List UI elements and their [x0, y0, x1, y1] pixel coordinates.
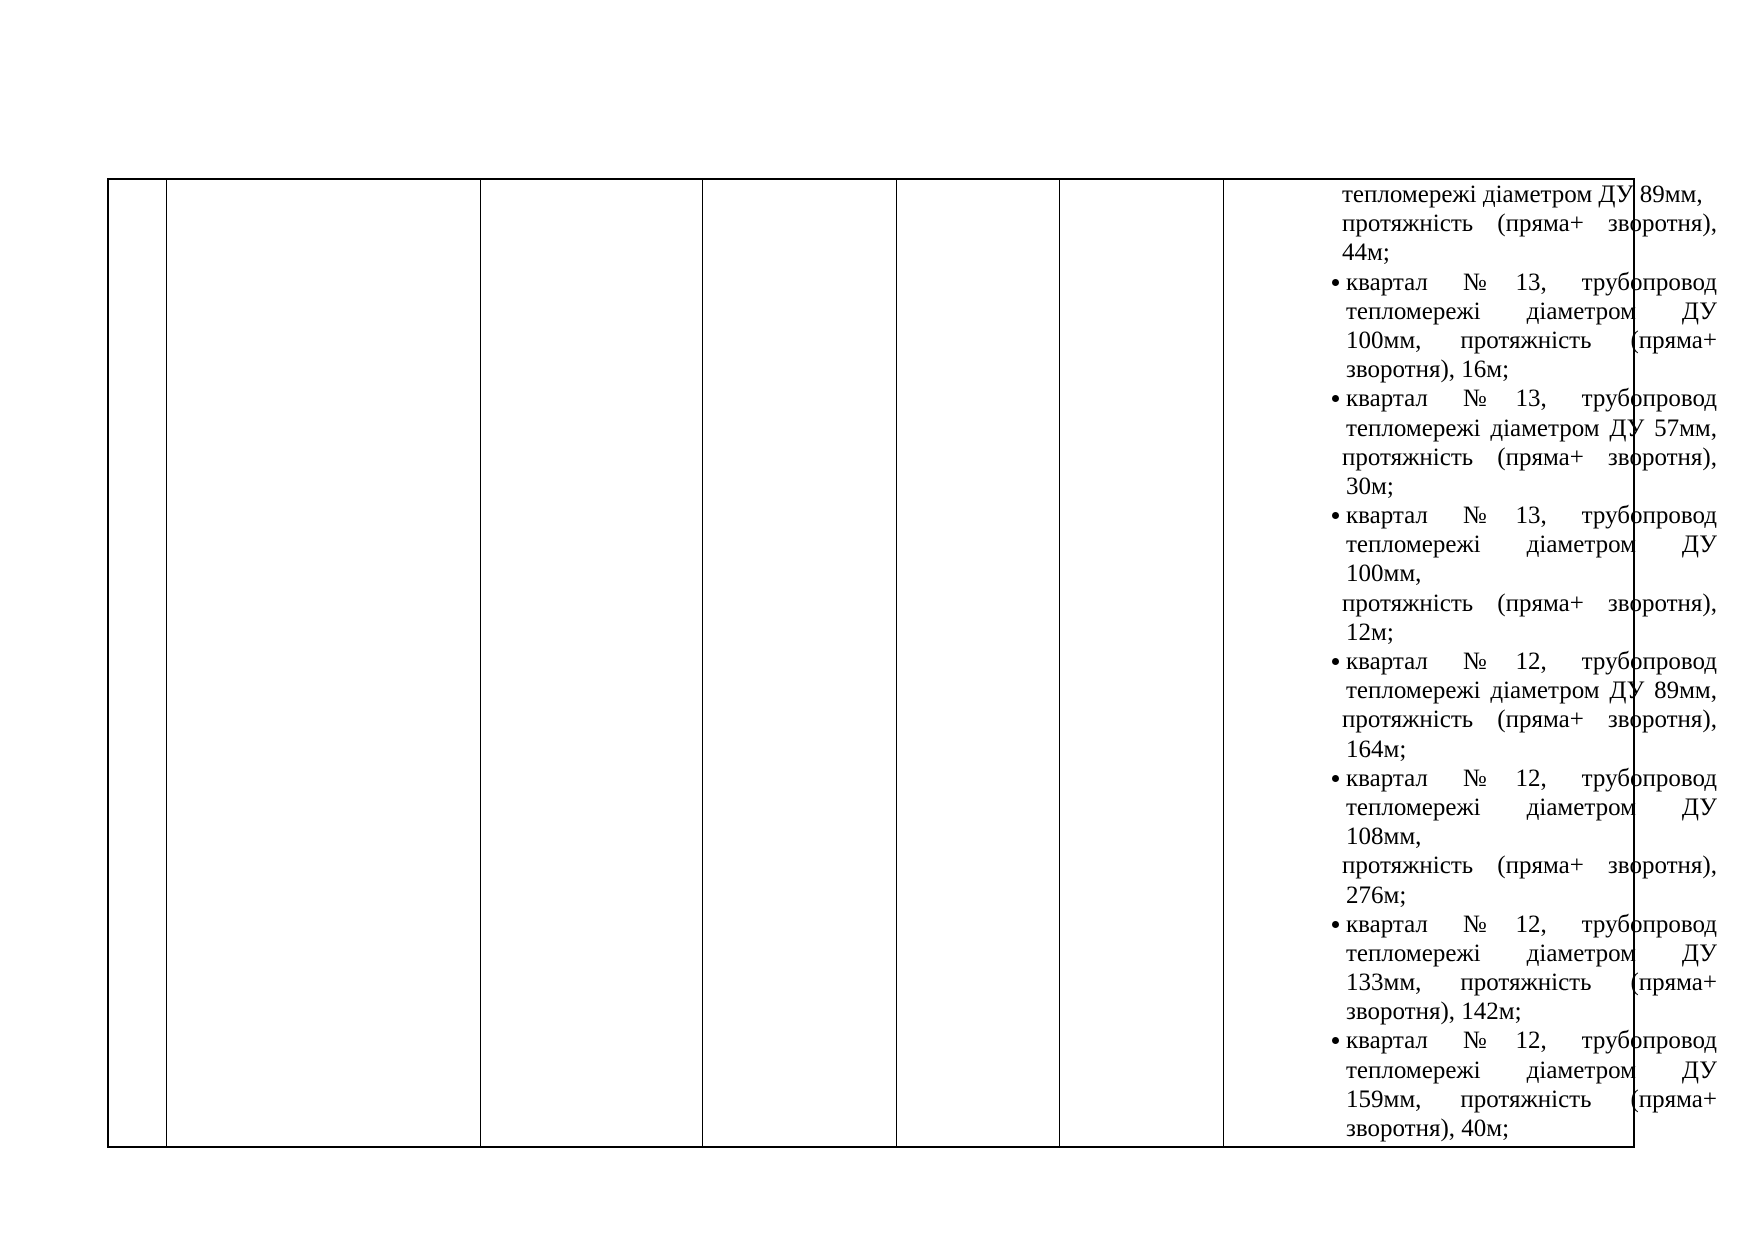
- bullet-icon: [1332, 512, 1339, 519]
- bullet-icon: [1332, 775, 1339, 782]
- column-divider: [896, 180, 897, 1146]
- bullet-icon: [1332, 1037, 1339, 1044]
- pipeline-list-cell: [1331, 180, 1717, 1143]
- list-item: [1331, 1026, 1717, 1143]
- column-divider: [480, 180, 481, 1146]
- column-divider: [166, 180, 167, 1146]
- text-line: квартал №12, трубопровод: [1331, 1026, 1717, 1055]
- list-item: [1331, 268, 1717, 385]
- text-line: 133мм, протяжність (пряма+: [1346, 969, 1717, 997]
- text-line: 100мм, протяжність (пряма+: [1346, 326, 1717, 354]
- text-line: тепломережі діаметром ДУ 89мм,: [1346, 677, 1717, 705]
- text-line: квартал №13, трубопровод: [1331, 268, 1717, 297]
- text-line: зворотня), 16м;: [1346, 356, 1510, 384]
- text-line: протяжність (пряма+ зворотня),: [1342, 210, 1717, 238]
- column-divider: [1059, 180, 1060, 1146]
- document-table: [107, 178, 1717, 1148]
- text-line: протяжність (пряма+ зворотня),: [1342, 589, 1717, 617]
- text-line: протяжність (пряма+ зворотня),: [1342, 443, 1717, 471]
- text-line: тепломережі діаметром ДУ: [1346, 1056, 1717, 1084]
- text-line: 108мм,: [1346, 823, 1422, 851]
- text-line: тепломережі діаметром ДУ: [1346, 793, 1717, 821]
- text-line: квартал №12, трубопровод: [1331, 764, 1717, 793]
- bullet-icon: [1332, 395, 1339, 402]
- text-line: зворотня), 142м;: [1346, 998, 1522, 1026]
- text-line: 100мм,: [1346, 560, 1422, 588]
- bullet-icon: [1332, 279, 1339, 286]
- text-line: зворотня), 40м;: [1346, 1115, 1510, 1142]
- text-line: 44м;: [1342, 239, 1390, 267]
- list-item: [1331, 501, 1717, 647]
- text-line: тепломережі діаметром ДУ: [1346, 939, 1717, 967]
- text-line: тепломережі діаметром ДУ: [1346, 297, 1717, 325]
- bullet-icon: [1332, 921, 1339, 928]
- text-line: квартал №13, трубопровод: [1331, 501, 1717, 530]
- bullet-icon: [1332, 658, 1339, 665]
- text-line: квартал №13, трубопровод: [1331, 384, 1717, 413]
- text-line: тепломережі діаметром ДУ 89мм,: [1342, 181, 1703, 208]
- text-line: 30м;: [1346, 472, 1394, 500]
- text-line: протяжність (пряма+ зворотня),: [1342, 852, 1717, 880]
- pipeline-items-list: [1331, 268, 1717, 1144]
- text-line: квартал №12, трубопровод: [1331, 910, 1717, 939]
- list-item: [1331, 647, 1717, 764]
- text-line: 276м;: [1346, 881, 1407, 909]
- text-line: тепломережі діаметром ДУ 57мм,: [1346, 414, 1717, 442]
- text-line: 12м;: [1346, 618, 1394, 646]
- text-line: 164м;: [1346, 735, 1407, 763]
- list-item: [1331, 910, 1717, 1027]
- list-item: [1331, 384, 1717, 501]
- text-line: протяжність (пряма+ зворотня),: [1342, 706, 1717, 734]
- column-divider: [702, 180, 703, 1146]
- column-divider: [1223, 180, 1224, 1146]
- text-line: 159мм, протяжність (пряма+: [1346, 1085, 1717, 1113]
- text-line: тепломережі діаметром ДУ: [1346, 531, 1717, 559]
- text-line: квартал №12, трубопровод: [1331, 647, 1717, 676]
- list-item: [1331, 764, 1717, 910]
